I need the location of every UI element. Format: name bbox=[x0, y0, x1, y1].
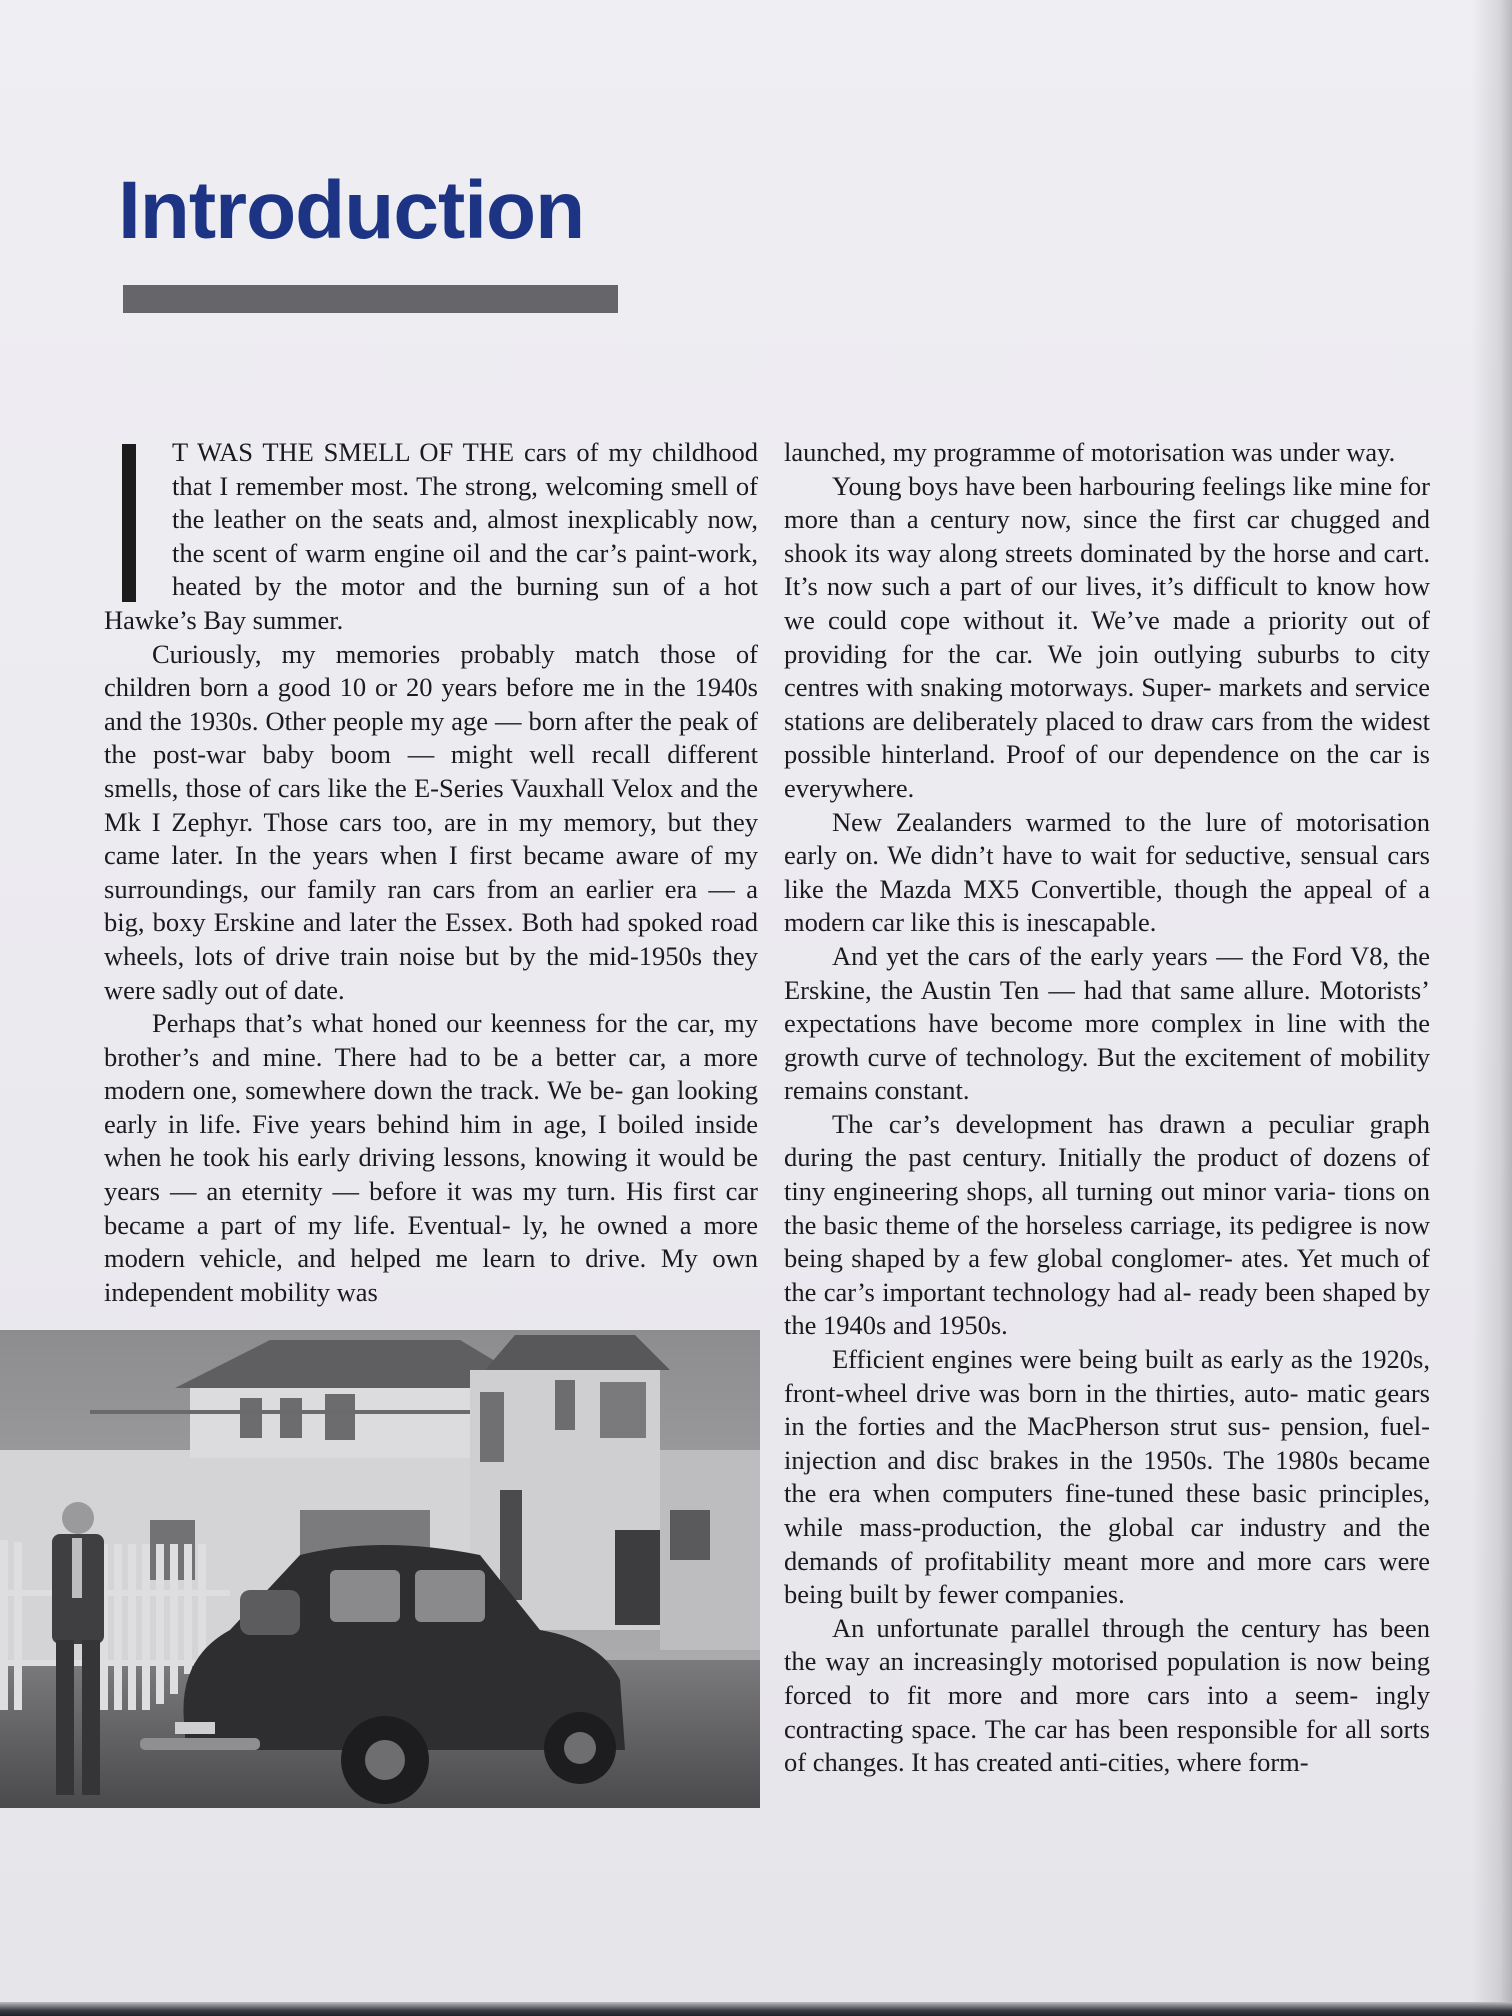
page-edge-shadow bbox=[1472, 0, 1512, 2016]
photo-illustration bbox=[0, 1330, 760, 1808]
paragraph-8: The car’s development has drawn a peculiar graph during the past century. Initially the product of dozens of tiny engineering shops, all turning out minor varia- tions on the basic theme of the horseless carriage, its pedigree is now being shaped by a few global conglomer- ates. Yet much of the car’s important technology had al- ready been shaped by the 1940s and 1950s. bbox=[784, 1108, 1430, 1341]
door bbox=[615, 1530, 660, 1625]
paragraph-5: Young boys have been harbouring feelings like mine for more than a century now, since the first car chugged and shook its way along streets dominated by the horse and cart. It’s now such a part of our lives, it’s difficult to know how we could cope without it. We’ve made a priority out of providing for the car. We join outlying suburbs to city centres with snaking motorways. Super- markets and service stations are deliberately placed to draw cars from the widest possible hinterland. Proof of our dependence on the car is everywhere. bbox=[784, 470, 1430, 803]
paragraph-10: An unfortunate parallel through the century has been the way an increasingly motorised population is now being forced to fit more and more cars into a seem- ingly contracting space. The car has been responsible for all sorts of changes. It has created anti-cities, where form- bbox=[784, 1612, 1430, 1778]
paragraph-9: Efficient engines were being built as early as the 1920s, front-wheel drive was born in the thirties, auto- matic gears in the forties and the MacPherson strut sus- pension, fuel-injection and disc brakes in the 1950s. The 1980s became the era when computers fine-tuned these basic principles, while mass-production, the global car industry and the demands of profitability meant more and more cars were being built by fewer companies. bbox=[784, 1344, 1430, 1610]
right-text-column bbox=[784, 436, 1430, 1780]
dropcap-i bbox=[122, 444, 136, 602]
paragraph-3: Perhaps that’s what honed our keenness for the car, my brother’s and mine. There had to be a better car, a more modern one, somewhere down the track. We be- gan looking early in life. Five years behind him in age, I boiled inside when he took his early driving lessons, knowing it would be years — an eternity — before it was my turn. His first car became a part of my life. Eventual- ly, he owned a more modern vehicle, and helped me learn to drive. My own independent mobility was bbox=[104, 1008, 758, 1307]
dropcap-paragraph bbox=[104, 436, 758, 638]
vintage-car-house-photo bbox=[0, 1330, 760, 1808]
title-underline-bar bbox=[123, 285, 618, 313]
left-text-column bbox=[104, 436, 758, 1309]
paragraph-4: launched, my programme of motorisation was under way. bbox=[784, 437, 1396, 467]
paragraph-7: And yet the cars of the early years — the Ford V8, the Erskine, the Austin Ten — had that same allure. Motorists’ expectations have become more complex in line with the growth curve of technology. But the excitement of mobility remains constant. bbox=[784, 940, 1430, 1106]
paragraph-1: T WAS THE SMELL OF THE cars of my childhood that I remember most. The strong, welcoming smell of the leather on the seats and, almost inexplicably now, the scent of warm engine oil and the car’s paint-work, heated by the motor and the burning sun of a hot Hawke’s Bay summer. bbox=[104, 437, 758, 635]
page-title: Introduction bbox=[118, 165, 585, 256]
paragraph-6: New Zealanders warmed to the lure of motorisation early on. We didn’t have to wait for seductive, sensual cars like the Mazda MX5 Convertible, though the appeal of a modern car like this is inescapable. bbox=[784, 806, 1430, 938]
page-bottom-edge bbox=[0, 2002, 1512, 2016]
paragraph-2: Curiously, my memories probably match those of children born a good 10 or 20 years before me in the 1940s and the 1930s. Other people my age — born after the peak of the post-war baby boom — might well recall different smells, those of cars like the E-Series Vauxhall Velox and the Mk I Zephyr. Those cars too, are in my memory, but they came later. In the years when I first became aware of my surroundings, our family ran cars from an earlier era — a big, boxy Erskine and later the Essex. Both had spoked road wheels, lots of drive train noise but by the mid-1950s they were sadly out of date. bbox=[104, 638, 758, 1005]
